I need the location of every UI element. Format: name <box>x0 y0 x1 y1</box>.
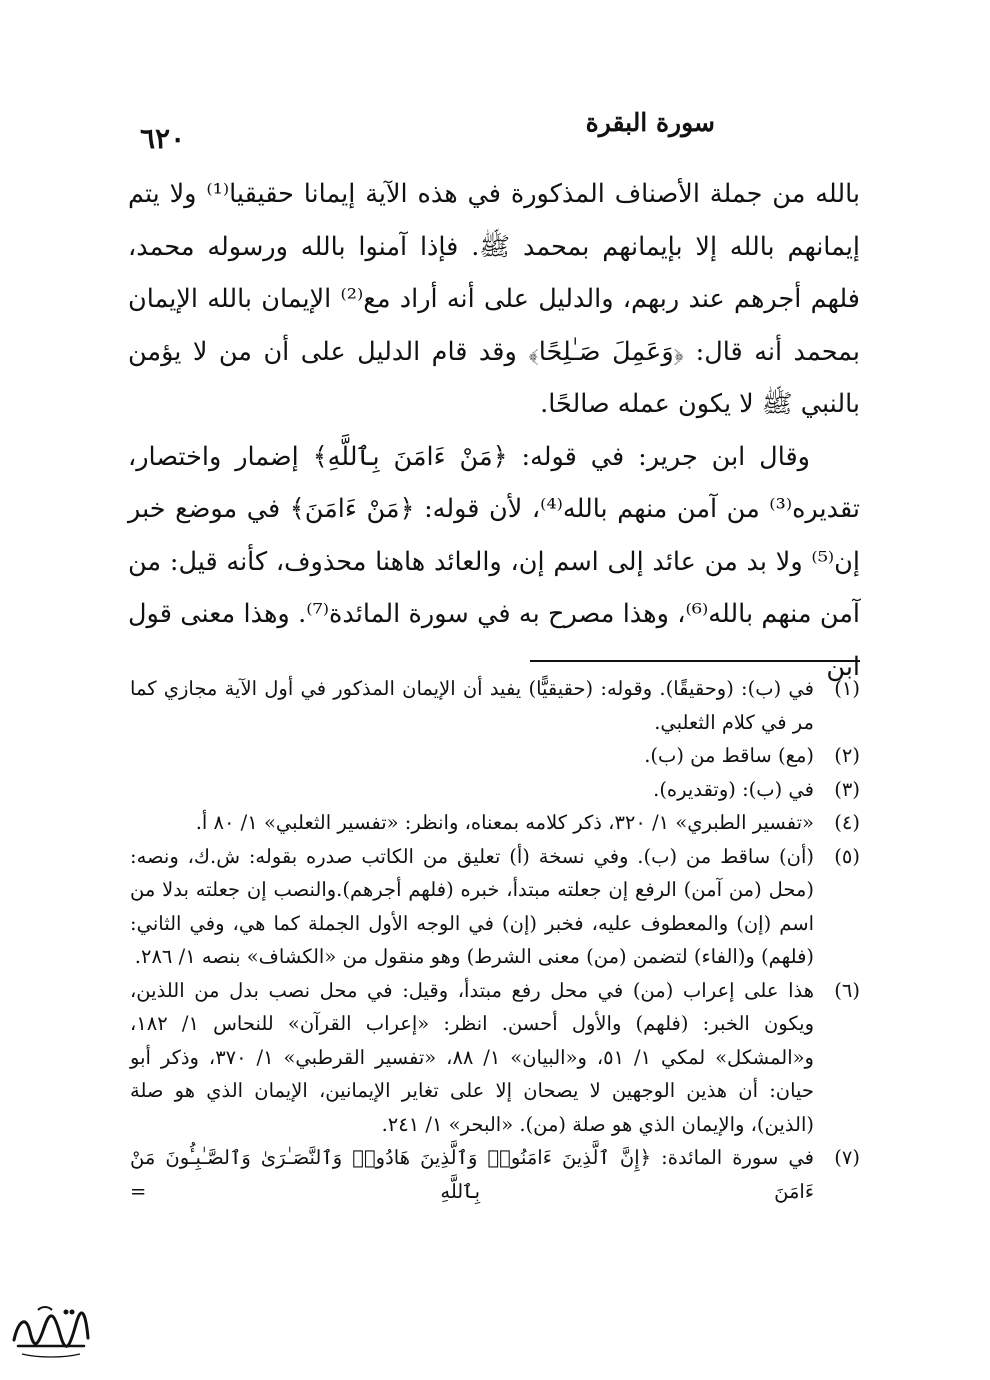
footnote-number: (١) <box>834 677 860 700</box>
footnote-text: في سورة المائدة: ﴿إِنَّ ٱلَّذِينَ ءَامَنُوا۟ وَٱلَّذِينَ هَادُوا۟ وَٱلنَّصَـٰرَىٰ وَٱلصَّـٰبِـُٔونَ مَنْ ءَامَنَ بِٱللَّهِ = <box>130 1146 814 1203</box>
page-number: ٦٢٠ <box>140 122 186 155</box>
surah-title: سورة البقرة <box>585 108 715 137</box>
footnote-item <box>130 773 860 807</box>
footnote-number: (٣) <box>834 777 860 801</box>
footnote-item <box>130 974 860 1142</box>
main-paragraph: بالله من جملة الأصناف المذكورة في هذه الآية إيمانا حقيقيا⁽¹⁾ ولا يتم إيمانهم بالله إلا بإيمانهم بمحمد ﷺ. فإذا آمنوا بالله ورسوله محمد، فلهم أجرهم عند ربهم، والدليل على أنه أراد مع⁽²⁾ الإيمان بالله الإيمان بمحمد أنه قال: ﴿وَعَمِلَ صَـٰلِحًا﴾ وقد قام الدليل على أن من لا يؤمن بالنبي ﷺ لا يكون عمله صالحًا. <box>128 179 860 419</box>
footnotes <box>130 672 860 1208</box>
footnote-number: (٢) <box>834 744 860 767</box>
footnote-number: (٥) <box>834 844 860 868</box>
footnote-separator <box>530 660 860 662</box>
footnote-item <box>130 739 860 773</box>
library-seal-icon <box>8 1302 94 1360</box>
footnote-item <box>130 806 860 840</box>
footnote-item <box>130 840 860 974</box>
main-paragraph: وقال ابن جرير: في قوله: ﴿مَنْ ءَامَنَ بِٱللَّهِ﴾ إضمار واختصار، تقديره⁽³⁾ من آمن منهم بالله⁽⁴⁾، لأن قوله: ﴿مَنْ ءَامَنَ﴾ في موضع خبر إن⁽⁵⁾ ولا بد من عائد إلى اسم إن، والعائد هاهنا محذوف، كأنه قيل: من آمن منهم بالله⁽⁶⁾، وهذا مصرح به في سورة المائدة⁽⁷⁾. وهذا معنى قول ابن <box>128 441 860 682</box>
footnote-number: (٦) <box>834 978 860 1002</box>
footnote-text: هذا على إعراب (من) في محل رفع مبتدأ، وقيل: في محل نصب بدل من اللذين، ويكون الخبر: (فلهم) والأول أحسن. انظر: «إعراب القرآن» للنحاس ١/ ١٨٢، و«المشكل» لمكي ١/ ٥١، و«البيان» ١/ ٨٨، «تفسير القرطبي» ١/ ٣٧٠، وذكر أبو حيان: أن هذين الوجهين لا يصحان إلا على تغاير الإيمانين، الإيمان الذي هو صلة (الذين)، والإيمان الذي هو صلة (من). «البحر» ١/ ٢٤١. <box>130 978 814 1136</box>
footnote-text: «تفسير الطبري» ١/ ٣٢٠، ذكر كلامه بمعناه، وانظر: «تفسير الثعلبي» ١/ ٨٠ أ. <box>195 811 814 834</box>
footnote-number: (٤) <box>834 811 860 834</box>
footnote-text: (مع) ساقط من (ب). <box>644 744 814 767</box>
main-text <box>128 168 860 693</box>
footnote-item <box>130 1141 860 1208</box>
footnote-text: في (ب): (وحقيقًا). وقوله: (حقيقيًّا) يفيد أن الإيمان المذكور في أول الآية مجازي كما مر في كلام الثعلبي. <box>130 677 814 734</box>
page-header <box>140 108 850 158</box>
footnote-text: في (ب): (وتقديره). <box>653 777 814 801</box>
footnote-item <box>130 672 860 739</box>
footnote-number: (٧) <box>834 1146 860 1169</box>
footnote-text: (أن) ساقط من (ب). وفي نسخة (أ) تعليق من الكاتب صدره بقوله: ش.ك، ونصه: (محل (من آمن) الرفع إن جعلته مبتدأ، خبره (فلهم أجرهم).والنصب إن جعلته بدلا من اسم (إن) والمعطوف عليه، فخبر (إن) في الوجه الأول الجملة كما هي، وفي الثاني: (فلهم) و(الفاء) لتضمن (من) معنى الشرط) وهو منقول من «الكشاف» بنصه ١/ ٢٨٦. <box>130 844 814 968</box>
